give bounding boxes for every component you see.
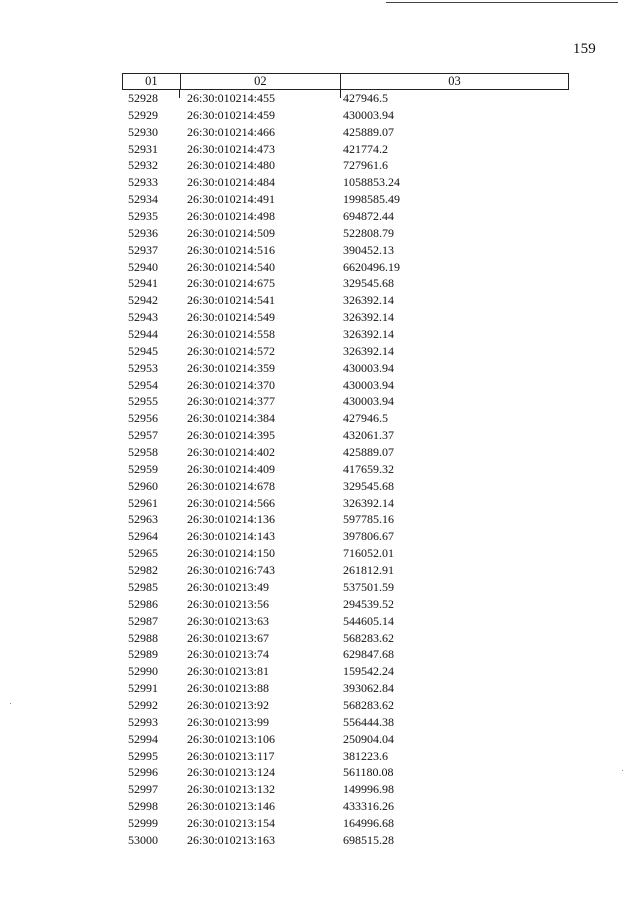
cell-cadastral-id: 26:30:010213:88 [187, 681, 270, 696]
cell-number: 52982 [128, 563, 158, 578]
cell-value: 326392.14 [343, 327, 394, 342]
cell-number: 52993 [128, 714, 158, 729]
header-col-02: 02 [180, 74, 340, 89]
cell-cadastral-id: 26:30:010213:124 [187, 765, 276, 780]
cell-cadastral-id: 26:30:010214:491 [187, 192, 276, 207]
cell-value: 326392.14 [343, 293, 394, 308]
cell-number: 52931 [128, 141, 158, 156]
table-row [122, 141, 569, 158]
header-col-03: 03 [340, 74, 568, 89]
cell-cadastral-id: 26:30:010213:132 [187, 782, 276, 797]
cell-number: 52995 [128, 748, 158, 763]
cell-value: 694872.44 [343, 209, 394, 224]
table-row [122, 781, 569, 798]
cell-number: 52961 [128, 495, 158, 510]
cell-number: 52957 [128, 428, 158, 443]
table-row [122, 225, 569, 242]
cell-number: 52996 [128, 765, 158, 780]
table-row [122, 393, 569, 410]
cell-number: 52963 [128, 512, 158, 527]
cell-cadastral-id: 26:30:010213:163 [187, 832, 276, 847]
data-table [122, 73, 569, 849]
cell-number: 52940 [128, 259, 158, 274]
cell-value: 427946.5 [343, 91, 388, 105]
table-row [122, 748, 569, 765]
cell-value: 427946.5 [343, 411, 388, 426]
cell-value: 727961.6 [343, 158, 388, 173]
table-row [122, 815, 569, 832]
cell-cadastral-id: 26:30:010213:67 [187, 630, 270, 645]
table-row [122, 579, 569, 596]
table-row [122, 562, 569, 579]
cell-cadastral-id: 26:30:010214:395 [187, 428, 276, 443]
table-row [122, 191, 569, 208]
table-row [122, 157, 569, 174]
top-rule [386, 2, 618, 3]
column-divider [179, 90, 180, 98]
cell-number: 52997 [128, 782, 158, 797]
cell-value: 568283.62 [343, 697, 394, 712]
table-row [122, 360, 569, 377]
cell-value: 381223.6 [343, 748, 388, 763]
cell-cadastral-id: 26:30:010214:455 [187, 91, 276, 105]
cell-value: 522808.79 [343, 225, 394, 240]
table-row [122, 832, 569, 849]
cell-cadastral-id: 26:30:010214:384 [187, 411, 276, 426]
cell-cadastral-id: 26:30:010213:56 [187, 596, 270, 611]
cell-cadastral-id: 26:30:010214:675 [187, 276, 276, 291]
scan-speck [10, 703, 11, 704]
cell-cadastral-id: 26:30:010214:143 [187, 529, 276, 544]
table-row [122, 427, 569, 444]
table-row [122, 124, 569, 141]
cell-number: 52930 [128, 124, 158, 139]
cell-number: 52959 [128, 461, 158, 476]
cell-value: 716052.01 [343, 546, 394, 561]
cell-cadastral-id: 26:30:010214:558 [187, 327, 276, 342]
cell-cadastral-id: 26:30:010214:150 [187, 546, 276, 561]
cell-number: 52944 [128, 327, 158, 342]
cell-value: 432061.37 [343, 428, 394, 443]
cell-value: 430003.94 [343, 107, 394, 122]
cell-value: 6620496.19 [343, 259, 400, 274]
table-row [122, 444, 569, 461]
table-row [122, 259, 569, 276]
cell-value: 1058853.24 [343, 175, 400, 190]
cell-value: 326392.14 [343, 310, 394, 325]
cell-cadastral-id: 26:30:010213:92 [187, 697, 270, 712]
cell-number: 52964 [128, 529, 158, 544]
cell-cadastral-id: 26:30:010213:49 [187, 579, 270, 594]
cell-number: 52934 [128, 192, 158, 207]
table-row [122, 377, 569, 394]
cell-value: 1998585.49 [343, 192, 400, 207]
table-row [122, 107, 569, 124]
cell-value: 430003.94 [343, 394, 394, 409]
table-row [122, 478, 569, 495]
cell-value: 159542.24 [343, 664, 394, 679]
cell-number: 52999 [128, 815, 158, 830]
table-row [122, 764, 569, 781]
cell-number: 52929 [128, 107, 158, 122]
table-row [122, 528, 569, 545]
cell-cadastral-id: 26:30:010214:566 [187, 495, 276, 510]
cell-cadastral-id: 26:30:010214:572 [187, 343, 276, 358]
cell-number: 52994 [128, 731, 158, 746]
table-row [122, 208, 569, 225]
table-row [122, 596, 569, 613]
cell-value: 537501.59 [343, 579, 394, 594]
cell-cadastral-id: 26:30:010214:466 [187, 124, 276, 139]
cell-cadastral-id: 26:30:010214:540 [187, 259, 276, 274]
cell-value: 397806.67 [343, 529, 394, 544]
cell-value: 164996.68 [343, 815, 394, 830]
cell-cadastral-id: 26:30:010213:106 [187, 731, 276, 746]
cell-cadastral-id: 26:30:010214:498 [187, 209, 276, 224]
cell-cadastral-id: 26:30:010214:377 [187, 394, 276, 409]
cell-value: 425889.07 [343, 124, 394, 139]
table-header-row [122, 73, 569, 90]
cell-cadastral-id: 26:30:010214:484 [187, 175, 276, 190]
cell-cadastral-id: 26:30:010214:402 [187, 445, 276, 460]
cell-cadastral-id: 26:30:010214:370 [187, 377, 276, 392]
cell-value: 433316.26 [343, 799, 394, 814]
table-row [122, 495, 569, 512]
cell-number: 52942 [128, 293, 158, 308]
cell-number: 52958 [128, 445, 158, 460]
table-row [122, 309, 569, 326]
cell-cadastral-id: 26:30:010213:81 [187, 664, 270, 679]
cell-number: 52955 [128, 394, 158, 409]
cell-number: 52986 [128, 596, 158, 611]
cell-value: 149996.98 [343, 782, 394, 797]
table-row [122, 630, 569, 647]
cell-number: 53000 [128, 832, 158, 847]
cell-number: 52965 [128, 546, 158, 561]
cell-value: 294539.52 [343, 596, 394, 611]
cell-cadastral-id: 26:30:010214:136 [187, 512, 276, 527]
cell-number: 52992 [128, 697, 158, 712]
cell-value: 393062.84 [343, 681, 394, 696]
cell-cadastral-id: 26:30:010213:117 [187, 748, 275, 763]
table-row [122, 697, 569, 714]
cell-number: 52985 [128, 579, 158, 594]
cell-cadastral-id: 26:30:010214:516 [187, 242, 276, 257]
cell-number: 52960 [128, 478, 158, 493]
cell-number: 52935 [128, 209, 158, 224]
scan-speck [622, 770, 623, 771]
cell-value: 430003.94 [343, 360, 394, 375]
cell-value: 556444.38 [343, 714, 394, 729]
cell-value: 561180.08 [343, 765, 394, 780]
cell-number: 52941 [128, 276, 158, 291]
cell-value: 597785.16 [343, 512, 394, 527]
cell-cadastral-id: 26:30:010213:63 [187, 613, 270, 628]
cell-cadastral-id: 26:30:010213:74 [187, 647, 270, 662]
cell-number: 52936 [128, 225, 158, 240]
column-divider [340, 90, 341, 98]
cell-number: 52991 [128, 681, 158, 696]
table-row [122, 174, 569, 191]
cell-cadastral-id: 26:30:010214:359 [187, 360, 276, 375]
table-row [122, 292, 569, 309]
table-row [122, 461, 569, 478]
cell-value: 568283.62 [343, 630, 394, 645]
table-row [122, 714, 569, 731]
cell-cadastral-id: 26:30:010214:541 [187, 293, 276, 308]
cell-value: 326392.14 [343, 343, 394, 358]
cell-number: 52928 [128, 91, 158, 105]
cell-number: 52937 [128, 242, 158, 257]
table-row [122, 731, 569, 748]
cell-cadastral-id: 26:30:010213:99 [187, 714, 270, 729]
table-row [122, 242, 569, 259]
cell-cadastral-id: 26:30:010213:154 [187, 815, 276, 830]
cell-value: 329545.68 [343, 276, 394, 291]
cell-number: 52932 [128, 158, 158, 173]
cell-number: 52933 [128, 175, 158, 190]
cell-cadastral-id: 26:30:010214:459 [187, 107, 276, 122]
cell-number: 52987 [128, 613, 158, 628]
cell-value: 417659.32 [343, 461, 394, 476]
cell-number: 52953 [128, 360, 158, 375]
table-row [122, 326, 569, 343]
cell-number: 52998 [128, 799, 158, 814]
cell-value: 698515.28 [343, 832, 394, 847]
table-row [122, 275, 569, 292]
page-number: 159 [572, 41, 596, 57]
cell-number: 52990 [128, 664, 158, 679]
cell-value: 326392.14 [343, 495, 394, 510]
cell-number: 52943 [128, 310, 158, 325]
cell-value: 430003.94 [343, 377, 394, 392]
cell-value: 261812.91 [343, 563, 394, 578]
cell-number: 52989 [128, 647, 158, 662]
table-row [122, 613, 569, 630]
table-row [122, 545, 569, 562]
cell-value: 250904.04 [343, 731, 394, 746]
cell-cadastral-id: 26:30:010214:509 [187, 225, 276, 240]
cell-number: 52988 [128, 630, 158, 645]
table-row [122, 343, 569, 360]
table-row [122, 663, 569, 680]
cell-cadastral-id: 26:30:010213:146 [187, 799, 276, 814]
cell-number: 52954 [128, 377, 158, 392]
cell-number: 52945 [128, 343, 158, 358]
cell-cadastral-id: 26:30:010214:480 [187, 158, 276, 173]
cell-value: 544605.14 [343, 613, 394, 628]
table-row [122, 511, 569, 528]
cell-cadastral-id: 26:30:010214:549 [187, 310, 276, 325]
table-body [122, 90, 569, 849]
cell-value: 425889.07 [343, 445, 394, 460]
header-col-01: 01 [145, 74, 158, 88]
cell-cadastral-id: 26:30:010214:409 [187, 461, 276, 476]
cell-value: 329545.68 [343, 478, 394, 493]
cell-cadastral-id: 26:30:010214:473 [187, 141, 276, 156]
cell-number: 52956 [128, 411, 158, 426]
cell-value: 629847.68 [343, 647, 394, 662]
cell-value: 390452.13 [343, 242, 394, 257]
cell-cadastral-id: 26:30:010216:743 [187, 563, 276, 578]
table-row [122, 90, 569, 107]
table-row [122, 680, 569, 697]
table-row [122, 798, 569, 815]
table-row [122, 410, 569, 427]
cell-value: 421774.2 [343, 141, 388, 156]
cell-cadastral-id: 26:30:010214:678 [187, 478, 276, 493]
table-row [122, 646, 569, 663]
